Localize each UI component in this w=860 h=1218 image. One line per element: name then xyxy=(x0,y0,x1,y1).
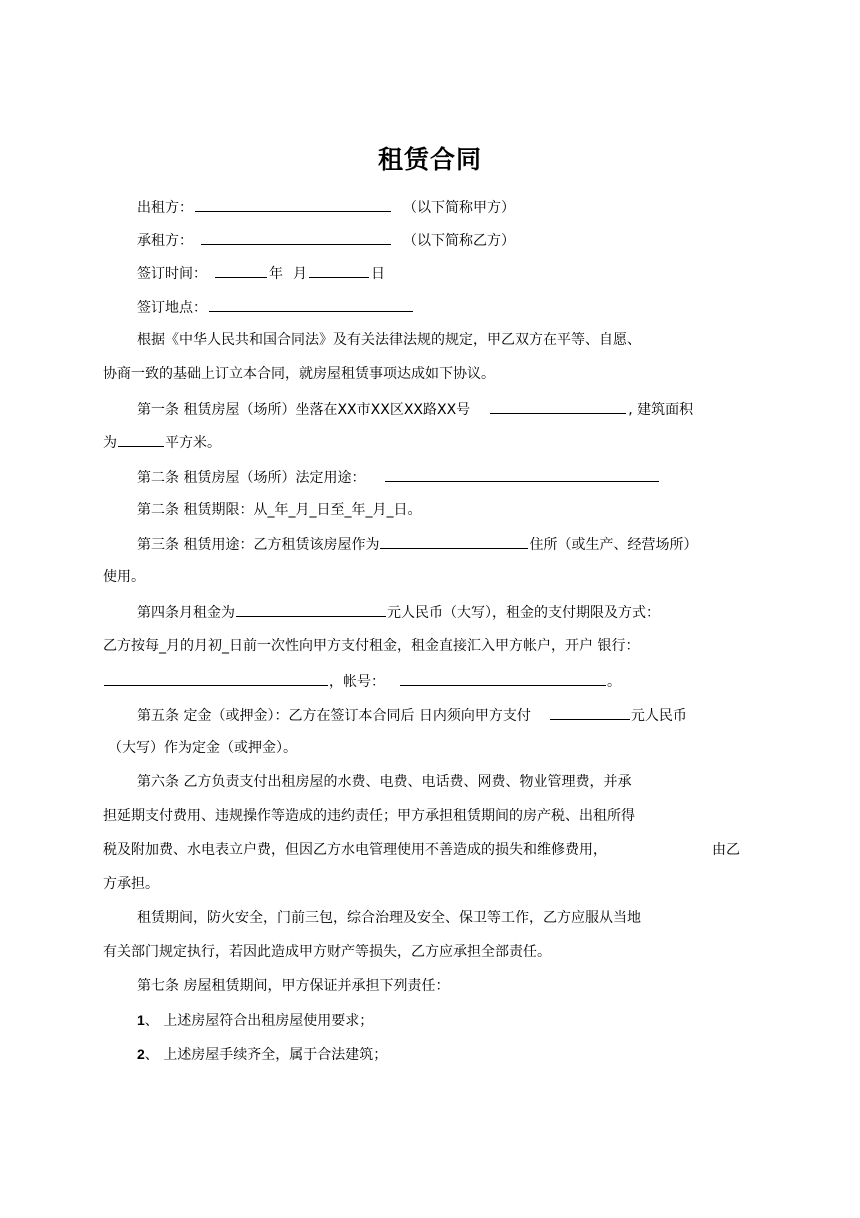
lessor-suffix: （以下简称甲方） xyxy=(403,200,515,216)
article-1-unit: 平方米。 xyxy=(165,435,221,451)
list-item-1-number: 1 xyxy=(137,1012,145,1028)
article-5-text: 第五条 定金（或押金）：乙方在签订本合同后 日内须向甲方支付 xyxy=(137,708,531,724)
sign-day-blank[interactable] xyxy=(309,262,369,278)
month-unit: 月 xyxy=(293,266,307,282)
safety-line-1: 租赁期间，防火安全，门前三包，综合治理及安全、保卫等工作，乙方应服从当地 xyxy=(137,910,641,926)
page-title: 租赁合同 xyxy=(377,145,482,174)
lessee-label: 承租方： xyxy=(137,233,193,249)
sign-place-line xyxy=(137,296,415,318)
article-1-for: 为 xyxy=(103,435,117,451)
lessee-suffix: （以下简称乙方） xyxy=(403,233,515,249)
lessee-blank[interactable] xyxy=(201,229,391,245)
lessor-line xyxy=(137,196,515,218)
article-3-blank[interactable] xyxy=(380,533,528,549)
article-2b-line: 第二条 租赁期限：从_年_月_日至_年_月_日。 xyxy=(137,502,422,518)
article-5-line-2: （大写）作为定金（或押金）。 xyxy=(108,740,297,756)
article-5-blank[interactable] xyxy=(550,704,630,720)
sign-place-blank[interactable] xyxy=(209,296,413,312)
account-label: ，帐号： xyxy=(329,674,385,690)
article-4-suffix: 元人民币（大写），租金的支付期限及方式： xyxy=(387,605,660,621)
article-4-line-2: 乙方按每_月的月初_日前一次性向甲方支付租金，租金直接汇入甲方帐户，开户 银行： xyxy=(103,638,640,654)
account-blank[interactable] xyxy=(400,670,606,686)
article-6-line-4: 方承担。 xyxy=(103,876,159,892)
article-1-address-blank[interactable] xyxy=(490,398,626,414)
article-1-area-blank[interactable] xyxy=(118,431,164,447)
article-1-line xyxy=(137,398,693,420)
article-5-line xyxy=(137,704,687,726)
article-1-text: 第一条 租赁房屋（场所）坐落在XX市XX区XX路XX号 xyxy=(137,402,471,418)
sign-year-blank[interactable] xyxy=(215,262,267,278)
list-item-2 xyxy=(137,1044,387,1065)
article-2a-text: 第二条 租赁房屋（场所）法定用途： xyxy=(137,470,366,486)
preamble-line-1: 根据《中华人民共和国合同法》及有关法律法规的规定，甲乙双方在平等、自愿、 xyxy=(137,332,641,348)
article-4-rent-blank[interactable] xyxy=(236,601,386,617)
article-1-area-label: , 建筑面积 xyxy=(628,402,694,418)
article-4-line xyxy=(137,601,660,623)
year-unit: 年 xyxy=(269,266,283,282)
article-3-suffix: 住所（或生产、经营场所） xyxy=(529,537,698,553)
lessor-blank[interactable] xyxy=(195,196,391,212)
list-item-1 xyxy=(137,1010,373,1031)
article-6-line-1: 第六条 乙方负责支付出租房屋的水费、电费、电话费、网费、物业管理费，并承 xyxy=(137,774,632,790)
list-item-2-text: 、 上述房屋手续齐全，属于合法建筑； xyxy=(144,1047,388,1063)
safety-line-2: 有关部门规定执行，若因此造成甲方财产等损失，乙方应承担全部责任。 xyxy=(103,944,551,960)
article-7-line: 第七条 房屋租赁期间，甲方保证并承担下列责任： xyxy=(137,978,450,994)
day-unit: 日 xyxy=(371,266,385,282)
sign-time-line xyxy=(137,262,385,284)
lessor-label: 出租方： xyxy=(137,200,193,216)
article-2a-line xyxy=(137,466,661,488)
article-5-suffix: 元人民币 xyxy=(630,708,687,724)
article-4-line-3 xyxy=(103,670,621,692)
article-6-line-2: 担延期支付费用、违规操作等造成的违约责任；甲方承担租赁期间的房产税、出租所得 xyxy=(103,808,635,824)
lessee-line xyxy=(137,229,515,251)
article-1-line-2 xyxy=(103,431,221,453)
preamble-line-2: 协商一致的基础上订立本合同，就房屋租赁事项达成如下协议。 xyxy=(103,366,495,382)
sign-place-label: 签订地点： xyxy=(137,300,207,316)
article-6-line-3: 税及附加费、水电表立户费，但因乙方水电管理使用不善造成的损失和维修费用， xyxy=(103,842,607,858)
article-4-text: 第四条月租金为 xyxy=(137,605,235,621)
bank-blank[interactable] xyxy=(104,670,328,686)
article-6-line-3-end: 由乙 xyxy=(712,842,740,858)
article-3-use: 使用。 xyxy=(103,569,145,585)
article-4-end: 。 xyxy=(607,674,621,690)
article-3-line xyxy=(137,533,697,555)
list-item-2-number: 2 xyxy=(137,1046,145,1062)
article-3-text: 第三条 租赁用途：乙方租赁该房屋作为 xyxy=(137,537,380,553)
list-item-1-text: 、 上述房屋符合出租房屋使用要求； xyxy=(144,1013,374,1029)
article-2a-blank[interactable] xyxy=(385,466,659,482)
sign-time-label: 签订时间： xyxy=(137,266,207,282)
